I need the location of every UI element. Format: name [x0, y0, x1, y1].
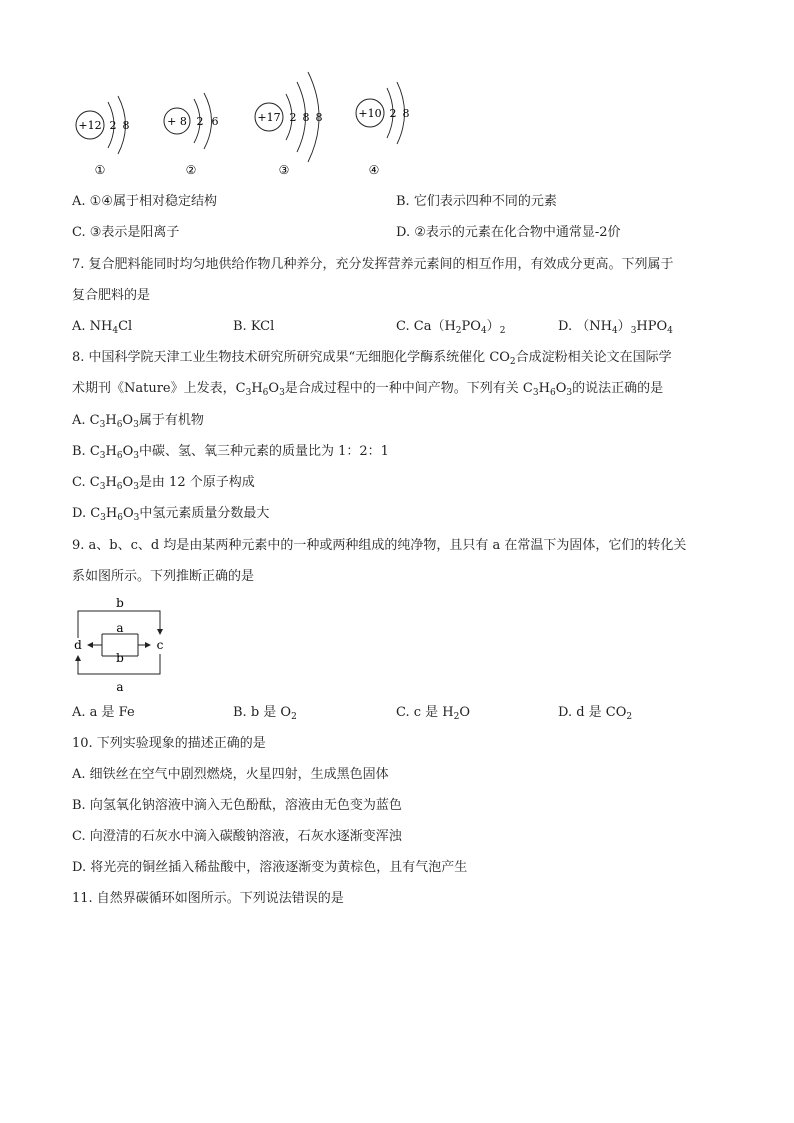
q10-option-a: A. 细铁丝在空气中剧烈燃烧，火星四射，生成黑色固体 — [72, 767, 389, 782]
atom-1-label: ① — [94, 163, 106, 177]
q8-option-a: A. $C_3H_6O_3$属于有机物 — [72, 413, 204, 430]
diagram-label-b-inner: b — [116, 651, 124, 665]
q8-stem-line-2: 术期刊《Nature》上发表，$C_3H_6O_3$是合成过程中的一种中间产物。下列有关 $C_3H_6O_3$的说法正确的是 — [72, 381, 664, 398]
atom-4-label: ④ — [368, 163, 380, 177]
diagram-label-d: d — [74, 638, 82, 652]
q8-option-c: C. $C_3H_6O_3$是由 12 个原子构成 — [72, 475, 255, 492]
q9-option-a: A. a 是 Fe — [72, 705, 135, 720]
q11-stem: 11. 自然界碳循环如图所示。下列说法错误的是 — [72, 891, 344, 906]
q8-option-b: B. $C_3H_6O_3$中碳、氢、氧三种元素的质量比为 1：2：1 — [72, 444, 389, 461]
q9-option-d: D. d 是 $CO_2$ — [558, 705, 633, 722]
diagram-label-a-inner: a — [116, 621, 124, 635]
atom-2-label: ② — [185, 163, 197, 177]
atom-structure-3 — [255, 72, 323, 177]
atom-3-shell-2: 8 — [302, 111, 310, 124]
atom-4-shells — [384, 82, 424, 148]
q10-stem: 10. 下列实验现象的描述正确的是 — [72, 736, 266, 751]
diagram-label-a-bottom: a — [116, 680, 124, 694]
q10-option-b: B. 向氢氧化钠溶液中滴入无色酚酞，溶液由无色变为蓝色 — [72, 798, 402, 813]
atom-1-shell-2: 8 — [122, 119, 130, 132]
q7-stem-line-1: 7. 复合肥料能同时均匀地供给作物几种养分，充分发挥营养元素间的相互作用，有效成分更高。下列属于 — [72, 257, 674, 272]
diagram-label-b-top: b — [116, 596, 124, 610]
q6-option-b: B. 它们表示四种不同的元素 — [396, 194, 557, 209]
q6-option-a: A. ①④属于相对稳定结构 — [72, 194, 217, 209]
atom-4-shell-1: 2 — [389, 107, 397, 120]
q9-option-c: C. c 是 $H_2O$ — [396, 705, 471, 722]
atom-2-shell-1: 2 — [196, 115, 204, 128]
atom-3-shell-3: 8 — [315, 111, 323, 124]
q7-option-d: D. $(NH_4)_3HPO_4$ — [558, 319, 673, 336]
q9-option-b: B. b 是 $O_2$ — [233, 705, 297, 722]
atom-diagrams — [60, 66, 390, 182]
q7-option-b: B. KCl — [233, 319, 275, 334]
q7-option-a: A. $NH_4Cl$ — [72, 319, 133, 336]
q7-stem-line-2: 复合肥料的是 — [72, 288, 151, 303]
q6-option-c: C. ③表示是阳离子 — [72, 225, 180, 240]
atom-2-shell-2: 6 — [211, 115, 219, 128]
atom-3-nucleus: +17 — [257, 111, 281, 124]
atom-3-label: ③ — [278, 163, 290, 177]
q9-stem-line-2: 系如图所示。下列推断正确的是 — [72, 569, 255, 584]
atom-structure-4 — [356, 99, 384, 177]
atom-3-shell-1: 2 — [289, 111, 297, 124]
diagram-label-c: c — [156, 638, 164, 652]
atom-4-nucleus: +10 — [358, 107, 382, 120]
q9-conversion-diagram — [68, 594, 178, 696]
atom-structure-2 — [164, 93, 219, 177]
atom-4-shell-2: 8 — [402, 107, 410, 120]
q8-option-d: D. $C_3H_6O_3$中氢元素质量分数最大 — [72, 506, 270, 523]
q7-option-c: C. $Ca(H_2PO_4)_2$ — [396, 319, 506, 336]
q10-option-d: D. 将光亮的铜丝插入稀盐酸中，溶液逐渐变为黄棕色，且有气泡产生 — [72, 860, 468, 875]
atom-structure-1 — [76, 96, 130, 177]
atom-1-nucleus: +12 — [78, 119, 102, 132]
q9-stem-line-1: 9. a、b、c、d 均是由某两种元素中的一种或两种组成的纯净物，且只有 a 在常温下为固体，它们的转化关 — [72, 538, 687, 553]
atom-2-nucleus: + 8 — [167, 115, 187, 128]
atom-1-shell-1: 2 — [109, 119, 117, 132]
q6-option-d: D. ②表示的元素在化合物中通常显-2价 — [396, 225, 621, 240]
q8-stem-line-1: 8. 中国科学院天津工业生物技术研究所研究成果“无细胞化学酶系统催化 $CO_2$合成淀粉相关论文在国际学 — [72, 350, 672, 367]
q10-option-c: C. 向澄清的石灰水中滴入碳酸钠溶液，石灰水逐渐变浑浊 — [72, 829, 402, 844]
